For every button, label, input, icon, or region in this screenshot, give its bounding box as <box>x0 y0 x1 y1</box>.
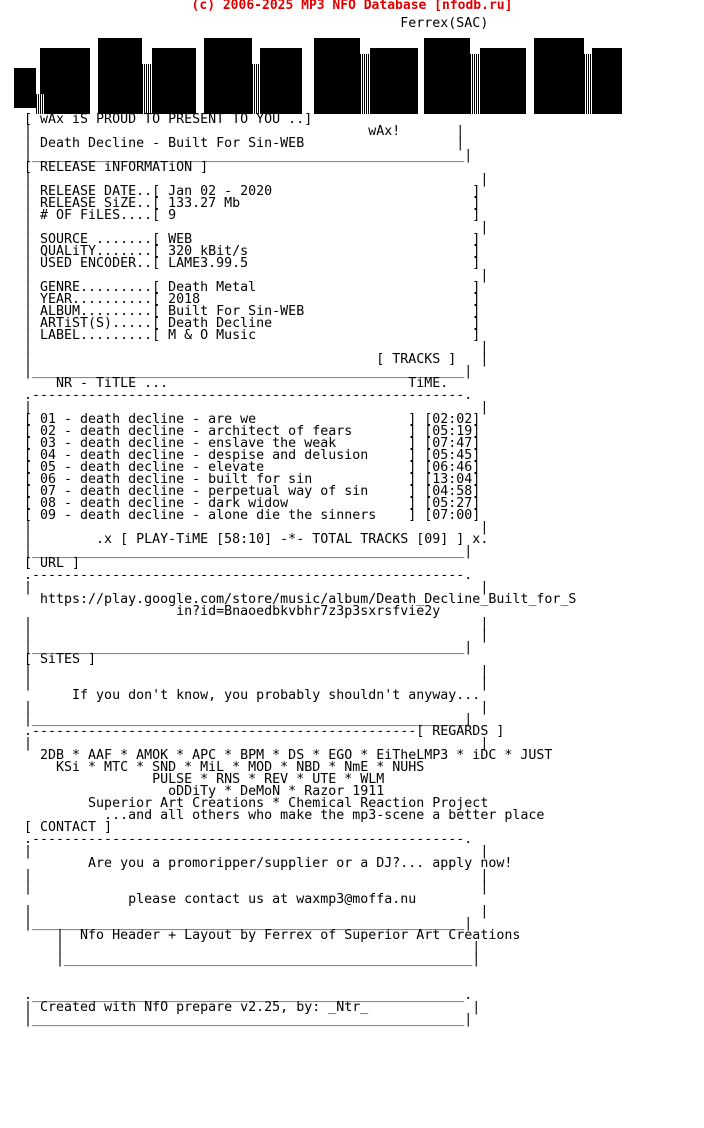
section-sites: [ SiTES ] <box>16 652 97 667</box>
nfo-line: |______________________________________________________| <box>16 640 473 655</box>
track-row: [ 01 - death decline - are we ] [02:02] <box>16 412 481 427</box>
nfo-line: | wAx! | <box>16 124 465 139</box>
year: | YEAR..........[ 2018 ] <box>16 292 481 307</box>
nfo-line: | | <box>16 220 489 235</box>
section-url: [ URL ] <box>16 556 81 571</box>
nfo-text <box>16 18 576 1026</box>
nfo-line: |______________________________________________________| <box>16 364 473 379</box>
nfo-line: | | <box>16 520 489 535</box>
nfo-line: .------------------------------------------------------. <box>16 832 473 847</box>
greetings-line: KSi * MTC * SND * MiL * MOD * NBD * NmE * NUHS <box>16 760 425 775</box>
play-time-total: | .x [ PLAY-TiME [58:10] -*- TOTAL TRACKS [09] ] x. <box>16 532 489 547</box>
nfo-line: |______________________________________________________| <box>16 544 473 559</box>
album: | ALBUM.........[ Built For Sin-WEB ] <box>16 304 481 319</box>
layout-credit: | Nfo Header + Layout by Ferrex of Superior Art Creations <box>16 928 521 943</box>
label: | LABEL.........[ M & O Music ] <box>16 328 481 343</box>
nfo-line: | | <box>16 628 489 643</box>
nfo-line: | | <box>16 940 481 955</box>
encoder: | USED ENCODER..[ LAME3.99.5 ] <box>16 256 481 271</box>
nfo-line: | | <box>16 844 489 859</box>
nfo-line: .------------------------------------------------------. <box>16 388 473 403</box>
nfo-line: | | <box>16 580 489 595</box>
greetings-line: ...and all others who make the mp3-scene a better place <box>16 808 545 823</box>
nfo-line: | | <box>16 904 489 919</box>
track-row: [ 04 - death decline - despise and delusion ] [05:45] <box>16 448 481 463</box>
nfo-line: |______________________________________________________| <box>16 712 473 727</box>
greetings-line: 2DB * AAF * AMOK * APC * BPM * DS * EGO * EiTheLMP3 * iDC * JUST <box>16 748 553 763</box>
track-row: [ 03 - death decline - enslave the weak ] [07:47] <box>16 436 481 451</box>
track-row: [ 07 - death decline - perpetual way of sin ] [04:58] <box>16 484 481 499</box>
track-row: [ 09 - death decline - alone die the sinners ] [07:00] <box>16 508 481 523</box>
release-size: | RELEASE SiZE..[ 133.27 Mb ] <box>16 196 481 211</box>
nfo-line: | | <box>16 676 489 691</box>
track-row: [ 05 - death decline - elevate ] [06:46] <box>16 460 481 475</box>
url-text[interactable]: https://play.google.com/store/music/album/Death_Decline_Built_for_S <box>16 592 577 607</box>
nfo-line <box>16 42 576 54</box>
release-date: | RELEASE DATE..[ Jan 02 - 2020 ] <box>16 184 481 199</box>
artist: | ARTiST(S).....[ Death Decline ] <box>16 316 481 331</box>
nfo-line <box>16 54 576 66</box>
nfo-line: | | <box>16 880 489 895</box>
page-header-title[interactable]: (c) 2006-2025 MP3 NFO Database [nfodb.ru] <box>191 0 513 13</box>
genre: | GENRE.........[ Death Metal ] <box>16 280 481 295</box>
nfo-line: | | <box>16 736 489 751</box>
section-contact: [ CONTACT ] <box>16 820 113 835</box>
nfo-line: |______________________________________________________| <box>16 148 473 163</box>
nfo-line: Ferrex(SAC) <box>16 16 489 31</box>
nfo-line: | | <box>16 340 489 355</box>
section-regards: .------------------------------------------------[ REGARDS ] <box>16 724 505 739</box>
greetings-line: Superior Art Creations * Chemical Reaction Project <box>16 796 489 811</box>
url-text[interactable]: in?id=Bnaoedbkvbhr7z3p3sxrsfvie2y <box>16 604 441 619</box>
nfo-line: [ wAx iS PROUD TO PRESENT TO YOU ..] <box>16 112 313 127</box>
contact-text: Are you a promoripper/supplier or a DJ?... apply now! <box>16 856 513 871</box>
nfo-line <box>16 30 576 42</box>
nfo-line: |___________________________________________________| <box>16 952 481 967</box>
nfo-line: |______________________________________________________| <box>16 1012 473 1027</box>
greetings-line: PULSE * RNS * REV * UTE * WLM <box>16 772 385 787</box>
release-name: | Death Decline - Built For Sin-WEB | <box>16 136 465 151</box>
sites-text: If you don't know, you probably shouldn't anyway... <box>16 688 481 703</box>
nfo-line: | | <box>16 616 489 631</box>
tracklist-header: NR - TiTLE ... TiME. <box>16 376 449 391</box>
quality: | QUALiTY.......[ 320 kBit/s ] <box>16 244 481 259</box>
track-row: [ 08 - death decline - dark widow ] [05:27] <box>16 496 481 511</box>
nfo-line: | | <box>16 700 489 715</box>
nfo-line: |______________________________________________________| <box>16 916 473 931</box>
file-count: | # OF FiLES....[ 9 ] <box>16 208 481 223</box>
nfo-line <box>16 966 576 978</box>
nfo-line: | | <box>16 664 489 679</box>
nfo-line: | | <box>16 868 489 883</box>
nfo-line: .______________________________________________________. <box>16 988 473 1003</box>
greetings-line: oDDiTy * DeMoN * Razor 1911 <box>16 784 385 799</box>
track-row: [ 02 - death decline - architect of fears ] [05:19] <box>16 424 481 439</box>
nfo-line <box>16 90 576 102</box>
contact-email[interactable]: please contact us at waxmp3@moffa.nu <box>16 892 417 907</box>
section-tracks: | [ TRACKS ] | <box>16 352 489 367</box>
nfo-line <box>16 66 576 78</box>
nfo-line: | | <box>16 268 489 283</box>
track-row: [ 06 - death decline - built for sin ] [13:04] <box>16 472 481 487</box>
nfo-line <box>16 78 576 90</box>
section-release-info: [ RELEASE iNFORMATiON ] <box>16 160 209 175</box>
nfo-line: | | <box>16 400 489 415</box>
nfo-line: | | <box>16 172 489 187</box>
source: | SOURCE .......[ WEB ] <box>16 232 481 247</box>
nfo-line: .------------------------------------------------------. <box>16 568 473 583</box>
created-with-credit: | Created with NfO prepare v2.25, by: _Ntr_ | <box>16 1000 481 1015</box>
